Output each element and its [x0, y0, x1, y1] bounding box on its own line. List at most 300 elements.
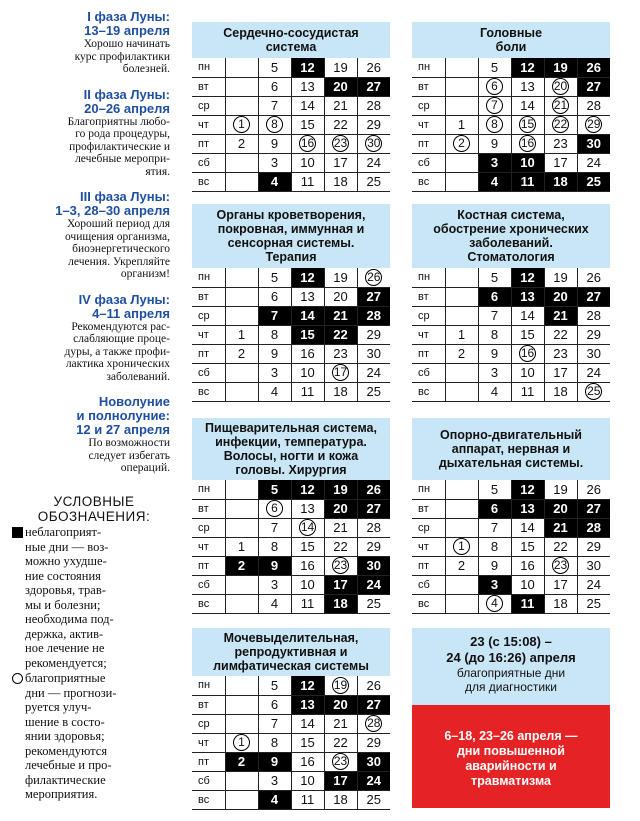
calendar-day: 23 — [544, 344, 577, 363]
calendar-day — [225, 771, 258, 790]
calendar-day: 2 — [225, 134, 258, 153]
calendar-day: 29 — [357, 537, 390, 556]
phase-title: IV фаза Луны: 4–11 апреля — [78, 291, 170, 321]
favorable-day: 16 — [511, 134, 544, 153]
favorable-day: 15 — [511, 115, 544, 134]
accident-risk-box: 6–18, 23–26 апреля — дни повышенной аварийности и травматизма — [412, 705, 610, 808]
card-title: Костная система, обострение хронических заболеваний. Стоматология — [412, 204, 610, 268]
calendar-day: 17 — [544, 153, 577, 172]
calendar-day: 7 — [258, 96, 291, 115]
weekday-label: вс — [192, 594, 225, 613]
calendar-day: 14 — [511, 306, 544, 325]
weekday-label: пт — [192, 344, 225, 363]
calendar-day: 1 — [445, 115, 478, 134]
weekday-label: вт — [412, 287, 445, 306]
calendar-day: 15 — [511, 325, 544, 344]
calendar-day — [445, 575, 478, 594]
calendar-day — [445, 153, 478, 172]
calendar-day: 29 — [577, 325, 610, 344]
unfavorable-day: 17 — [324, 771, 357, 790]
favorable-day: 22 — [544, 115, 577, 134]
favorable-day: 17 — [324, 363, 357, 382]
unfavorable-day: 12 — [511, 268, 544, 287]
unfavorable-day: 12 — [291, 480, 324, 499]
legend-title: УСЛОВНЫЕ ОБОЗНАЧЕНИЯ: — [37, 494, 151, 524]
calendar-day: 5 — [258, 58, 291, 77]
calendar-day: 11 — [291, 594, 324, 613]
calendar-day: 9 — [478, 134, 511, 153]
calendar-day: 24 — [577, 575, 610, 594]
week-row — [412, 153, 610, 172]
calendar-day: 30 — [577, 556, 610, 575]
unfavorable-day: 11 — [511, 172, 544, 191]
week-row — [192, 499, 390, 518]
week-row — [412, 96, 610, 115]
unfavorable-day: 19 — [544, 58, 577, 77]
unfavorable-day: 28 — [577, 518, 610, 537]
unfavorable-day: 12 — [291, 58, 324, 77]
favorable-day: 19 — [324, 676, 357, 695]
weekday-label: сб — [192, 153, 225, 172]
weekday-label: пн — [192, 480, 225, 499]
calendar-day — [225, 714, 258, 733]
unfavorable-day: 26 — [357, 480, 390, 499]
calendar-day: 18 — [324, 382, 357, 401]
calendar-day: 13 — [511, 77, 544, 96]
calendar-day: 13 — [291, 499, 324, 518]
unfavorable-day: 20 — [544, 499, 577, 518]
calendar-day: 18 — [544, 594, 577, 613]
phase-title: Новолуние и полнолуние: 12 и 27 апреля — [76, 394, 170, 437]
weekday-label: сб — [192, 575, 225, 594]
week-row — [412, 344, 610, 363]
calendar-day: 14 — [291, 96, 324, 115]
unfavorable-day: 4 — [258, 172, 291, 191]
favorable-day: 1 — [225, 733, 258, 752]
calendar-day: 15 — [291, 115, 324, 134]
card-title: Сердечно-сосудистая система — [192, 22, 390, 58]
calendar-day: 2 — [445, 556, 478, 575]
calendar-day: 25 — [357, 594, 390, 613]
week-row — [192, 363, 390, 382]
card-title: Опорно-двигательный аппарат, нервная и дыхательная системы. — [412, 418, 610, 480]
favorable-day: 14 — [291, 518, 324, 537]
week-row — [412, 575, 610, 594]
weekday-label: чт — [192, 325, 225, 344]
phase-title: I фаза Луны: 13–19 апреля — [84, 9, 170, 38]
week-row — [412, 172, 610, 191]
calendar-day: 28 — [357, 518, 390, 537]
unfavorable-day: 21 — [544, 518, 577, 537]
week-row — [192, 58, 390, 77]
calendar-day — [225, 790, 258, 809]
calendar-grid — [412, 268, 610, 402]
calendar-day: 30 — [577, 344, 610, 363]
unfavorable-day: 21 — [324, 306, 357, 325]
calendar-day: 5 — [478, 58, 511, 77]
favorable-day: 6 — [258, 499, 291, 518]
calendar-day: 24 — [357, 153, 390, 172]
calendar-day: 17 — [324, 153, 357, 172]
calendar-day: 9 — [478, 344, 511, 363]
week-row — [412, 499, 610, 518]
phase-4 — [0, 293, 176, 384]
calendar-day: 8 — [258, 325, 291, 344]
calendar-day: 25 — [577, 594, 610, 613]
unfavorable-day: 27 — [357, 287, 390, 306]
weekday-label: пн — [192, 58, 225, 77]
calendar-day: 5 — [478, 480, 511, 499]
week-row — [192, 306, 390, 325]
calendar-grid — [192, 58, 390, 192]
calendar-day: 10 — [511, 363, 544, 382]
week-row — [412, 134, 610, 153]
week-row — [192, 556, 390, 575]
calendar-day — [225, 96, 258, 115]
week-row — [192, 676, 390, 695]
favorable-day: 2 — [445, 134, 478, 153]
calendar-day: 21 — [324, 714, 357, 733]
calendar-day: 22 — [324, 733, 357, 752]
calendar-card-hematopoietic — [192, 204, 390, 402]
calendar-day — [225, 287, 258, 306]
calendar-day — [225, 575, 258, 594]
calendar-day: 4 — [258, 594, 291, 613]
favorable-day: 16 — [511, 344, 544, 363]
week-row — [192, 575, 390, 594]
unfavorable-day: 12 — [511, 480, 544, 499]
calendar-day — [445, 172, 478, 191]
calendar-day: 11 — [291, 382, 324, 401]
week-row — [412, 58, 610, 77]
calendar-day: 22 — [324, 537, 357, 556]
week-row — [192, 115, 390, 134]
weekday-label: вс — [192, 790, 225, 809]
calendar-day: 17 — [544, 363, 577, 382]
unfavorable-day: 6 — [478, 287, 511, 306]
weekday-label: сб — [192, 771, 225, 790]
unfavorable-day: 2 — [225, 752, 258, 771]
calendar-day: 8 — [258, 733, 291, 752]
favorable-day: 23 — [324, 556, 357, 575]
unfavorable-day: 4 — [478, 172, 511, 191]
calendar-card-cardiovascular — [192, 22, 390, 192]
calendar-day — [225, 153, 258, 172]
calendar-day: 10 — [291, 771, 324, 790]
week-row — [412, 325, 610, 344]
favorable-day: 30 — [357, 134, 390, 153]
week-row — [192, 153, 390, 172]
favorable-day: 26 — [357, 268, 390, 287]
calendar-day: 11 — [511, 382, 544, 401]
card-title: Органы кроветворения, покровная, иммунная и сенсорная системы. Терапия — [192, 204, 390, 268]
calendar-day: 28 — [357, 96, 390, 115]
calendar-grid — [192, 480, 390, 614]
favorable-day: 28 — [357, 714, 390, 733]
calendar-day: 29 — [357, 115, 390, 134]
phase-3 — [0, 190, 176, 281]
week-row — [412, 594, 610, 613]
week-row — [192, 480, 390, 499]
calendar-day: 18 — [324, 172, 357, 191]
weekday-label: вт — [192, 77, 225, 96]
week-row — [412, 382, 610, 401]
unfavorable-day: 3 — [478, 575, 511, 594]
unfavorable-day: 21 — [544, 306, 577, 325]
unfavorable-day: 12 — [291, 676, 324, 695]
phase-text: По возможности следует избегать операций. — [88, 437, 170, 474]
phase-text: Благоприятны любо- го рода процедуры, профилактические и лечебные меропри- ятия. — [67, 115, 170, 178]
calendar-day — [445, 96, 478, 115]
unfavorable-day: 27 — [357, 499, 390, 518]
favorable-day: 1 — [225, 115, 258, 134]
calendar-day — [445, 306, 478, 325]
calendar-day — [445, 594, 478, 613]
calendar-day: 13 — [291, 287, 324, 306]
week-row — [412, 518, 610, 537]
calendar-day: 22 — [544, 537, 577, 556]
calendar-day: 5 — [258, 676, 291, 695]
favorable-day: 23 — [544, 556, 577, 575]
weekday-label: ср — [192, 518, 225, 537]
phase-title: II фаза Луны: 20–26 апреля — [83, 86, 170, 116]
unfavorable-day: 28 — [357, 306, 390, 325]
week-row — [192, 344, 390, 363]
calendar-grid — [192, 268, 390, 402]
weekday-label: пт — [412, 556, 445, 575]
favorable-day: 7 — [478, 96, 511, 115]
calendar-day: 15 — [291, 733, 324, 752]
calendar-day — [445, 518, 478, 537]
unfavorable-day: 30 — [357, 752, 390, 771]
phase-2 — [0, 88, 176, 179]
calendar-day — [445, 382, 478, 401]
week-row — [192, 268, 390, 287]
unfavorable-day: 3 — [478, 153, 511, 172]
week-row — [412, 287, 610, 306]
unfavorable-day: 4 — [258, 790, 291, 809]
favorable-day: 4 — [478, 594, 511, 613]
weekday-label: пн — [412, 480, 445, 499]
week-row — [192, 287, 390, 306]
calendar-day: 5 — [478, 268, 511, 287]
week-row — [412, 556, 610, 575]
black-square-icon — [12, 527, 23, 538]
calendar-day: 10 — [291, 575, 324, 594]
calendar-day: 16 — [291, 556, 324, 575]
unfavorable-day: 13 — [291, 695, 324, 714]
calendar-day: 2 — [445, 344, 478, 363]
calendar-day: 9 — [258, 134, 291, 153]
calendar-day: 8 — [478, 537, 511, 556]
calendar-day: 3 — [478, 363, 511, 382]
unfavorable-day: 20 — [324, 695, 357, 714]
calendar-day: 24 — [577, 153, 610, 172]
calendar-day: 16 — [291, 752, 324, 771]
calendar-day — [225, 499, 258, 518]
calendar-day: 2 — [225, 344, 258, 363]
calendar-day — [445, 268, 478, 287]
calendar-day: 9 — [258, 344, 291, 363]
calendar-day — [225, 363, 258, 382]
favorable-day: 29 — [577, 115, 610, 134]
calendar-day: 6 — [258, 77, 291, 96]
calendar-day: 7 — [478, 306, 511, 325]
calendar-day: 14 — [291, 714, 324, 733]
weekday-label: вс — [412, 594, 445, 613]
calendar-day: 28 — [577, 306, 610, 325]
unfavorable-day: 13 — [511, 287, 544, 306]
calendar-card-digestive — [192, 418, 390, 614]
weekday-label: чт — [192, 733, 225, 752]
unfavorable-day: 27 — [577, 499, 610, 518]
calendar-day — [225, 518, 258, 537]
calendar-grid — [412, 58, 610, 192]
unfavorable-day: 27 — [357, 77, 390, 96]
legend — [12, 494, 176, 802]
week-row — [192, 325, 390, 344]
unfavorable-day: 18 — [544, 172, 577, 191]
weekday-label: вт — [412, 77, 445, 96]
weekday-label: пт — [412, 134, 445, 153]
week-row — [192, 172, 390, 191]
week-row — [192, 382, 390, 401]
phase-1 — [0, 10, 176, 76]
weekday-label: сб — [412, 363, 445, 382]
calendar-day: 24 — [577, 363, 610, 382]
calendar-day: 25 — [357, 172, 390, 191]
calendar-day — [445, 480, 478, 499]
calendar-day: 1 — [445, 325, 478, 344]
week-row — [412, 537, 610, 556]
unfavorable-day: 14 — [291, 306, 324, 325]
phase-title: III фаза Луны: 1–3, 28–30 апреля — [55, 189, 170, 218]
weekday-label: вт — [412, 499, 445, 518]
calendar-day — [445, 58, 478, 77]
week-row — [192, 771, 390, 790]
weekday-label: сб — [412, 153, 445, 172]
legend-good-days: благоприятные дни — прогнози- руется улуч- шение в состо- янии здоровья; рекомендуются лечебные и про- филактические мероприятия. — [12, 671, 176, 802]
calendar-day: 20 — [324, 287, 357, 306]
calendar-day: 22 — [324, 115, 357, 134]
favorable-day: 20 — [544, 77, 577, 96]
calendar-day — [225, 77, 258, 96]
unfavorable-day: 20 — [544, 287, 577, 306]
calendar-grid — [412, 480, 610, 614]
calendar-day: 29 — [357, 325, 390, 344]
calendar-day: 16 — [511, 556, 544, 575]
calendar-grid — [192, 676, 390, 810]
calendar-day — [225, 676, 258, 695]
phase-text: Рекомендуются рас- слабляющие проце- дуры, а также профи- лактика хронических заболеваний. — [64, 320, 170, 383]
calendar-day: 13 — [291, 77, 324, 96]
weekday-label: вс — [412, 172, 445, 191]
weekday-label: ср — [192, 306, 225, 325]
week-row — [192, 518, 390, 537]
favorable-day: 25 — [577, 382, 610, 401]
calendar-day: 9 — [478, 556, 511, 575]
calendar-day: 7 — [258, 714, 291, 733]
unfavorable-day: 9 — [258, 752, 291, 771]
calendar-day — [225, 480, 258, 499]
unfavorable-day: 27 — [577, 287, 610, 306]
calendar-day — [445, 363, 478, 382]
calendar-day: 4 — [258, 382, 291, 401]
calendar-day: 17 — [544, 575, 577, 594]
weekday-label: чт — [412, 325, 445, 344]
unfavorable-day: 27 — [577, 77, 610, 96]
favorable-day: 16 — [291, 134, 324, 153]
unfavorable-day: 27 — [357, 695, 390, 714]
weekday-label: вт — [192, 695, 225, 714]
calendar-card-skeletal — [412, 204, 610, 402]
weekday-label: вс — [192, 382, 225, 401]
week-row — [412, 480, 610, 499]
calendar-day: 25 — [357, 382, 390, 401]
calendar-day — [225, 382, 258, 401]
unfavorable-day: 11 — [511, 594, 544, 613]
weekday-label: пн — [192, 268, 225, 287]
week-row — [412, 306, 610, 325]
unfavorable-day: 26 — [577, 58, 610, 77]
weekday-label: сб — [412, 575, 445, 594]
week-row — [412, 268, 610, 287]
favorable-day: 8 — [258, 115, 291, 134]
weekday-label: ср — [412, 306, 445, 325]
favorable-day: 23 — [324, 134, 357, 153]
calendar-day — [225, 172, 258, 191]
calendar-day: 14 — [511, 518, 544, 537]
weekday-label: вт — [192, 499, 225, 518]
calendar-day: 29 — [577, 537, 610, 556]
calendar-day: 7 — [258, 518, 291, 537]
calendar-card-musculoskeletal — [412, 418, 610, 614]
calendar-day: 3 — [258, 363, 291, 382]
unfavorable-day: 15 — [291, 325, 324, 344]
calendar-day: 10 — [291, 363, 324, 382]
calendar-day: 29 — [357, 733, 390, 752]
unfavorable-day: 7 — [258, 306, 291, 325]
calendar-day — [225, 306, 258, 325]
weekday-label: вт — [192, 287, 225, 306]
weekday-label: пт — [192, 134, 225, 153]
card-title: Головные боли — [412, 22, 610, 58]
calendar-day: 1 — [225, 537, 258, 556]
unfavorable-day: 6 — [478, 499, 511, 518]
unfavorable-day: 2 — [225, 556, 258, 575]
diagnostics-info-box — [412, 628, 610, 808]
weekday-label: ср — [192, 96, 225, 115]
calendar-day: 6 — [258, 695, 291, 714]
circle-icon — [12, 673, 23, 684]
unfavorable-day: 20 — [324, 499, 357, 518]
calendar-day: 19 — [324, 58, 357, 77]
calendar-day: 14 — [511, 96, 544, 115]
week-row — [412, 115, 610, 134]
calendar-day: 30 — [357, 344, 390, 363]
unfavorable-day: 24 — [357, 771, 390, 790]
favorable-day: 23 — [324, 752, 357, 771]
calendar-day: 21 — [324, 96, 357, 115]
diagnostics-days: 23 (с 15:08) – 24 (до 16:26) апреля благоприятные дни для диагностики — [412, 628, 610, 705]
unfavorable-day: 20 — [324, 77, 357, 96]
weekday-label: пн — [192, 676, 225, 695]
unfavorable-day: 9 — [258, 556, 291, 575]
unfavorable-day: 10 — [511, 153, 544, 172]
calendar-day — [225, 594, 258, 613]
unfavorable-day: 25 — [577, 172, 610, 191]
weekday-label: чт — [412, 115, 445, 134]
